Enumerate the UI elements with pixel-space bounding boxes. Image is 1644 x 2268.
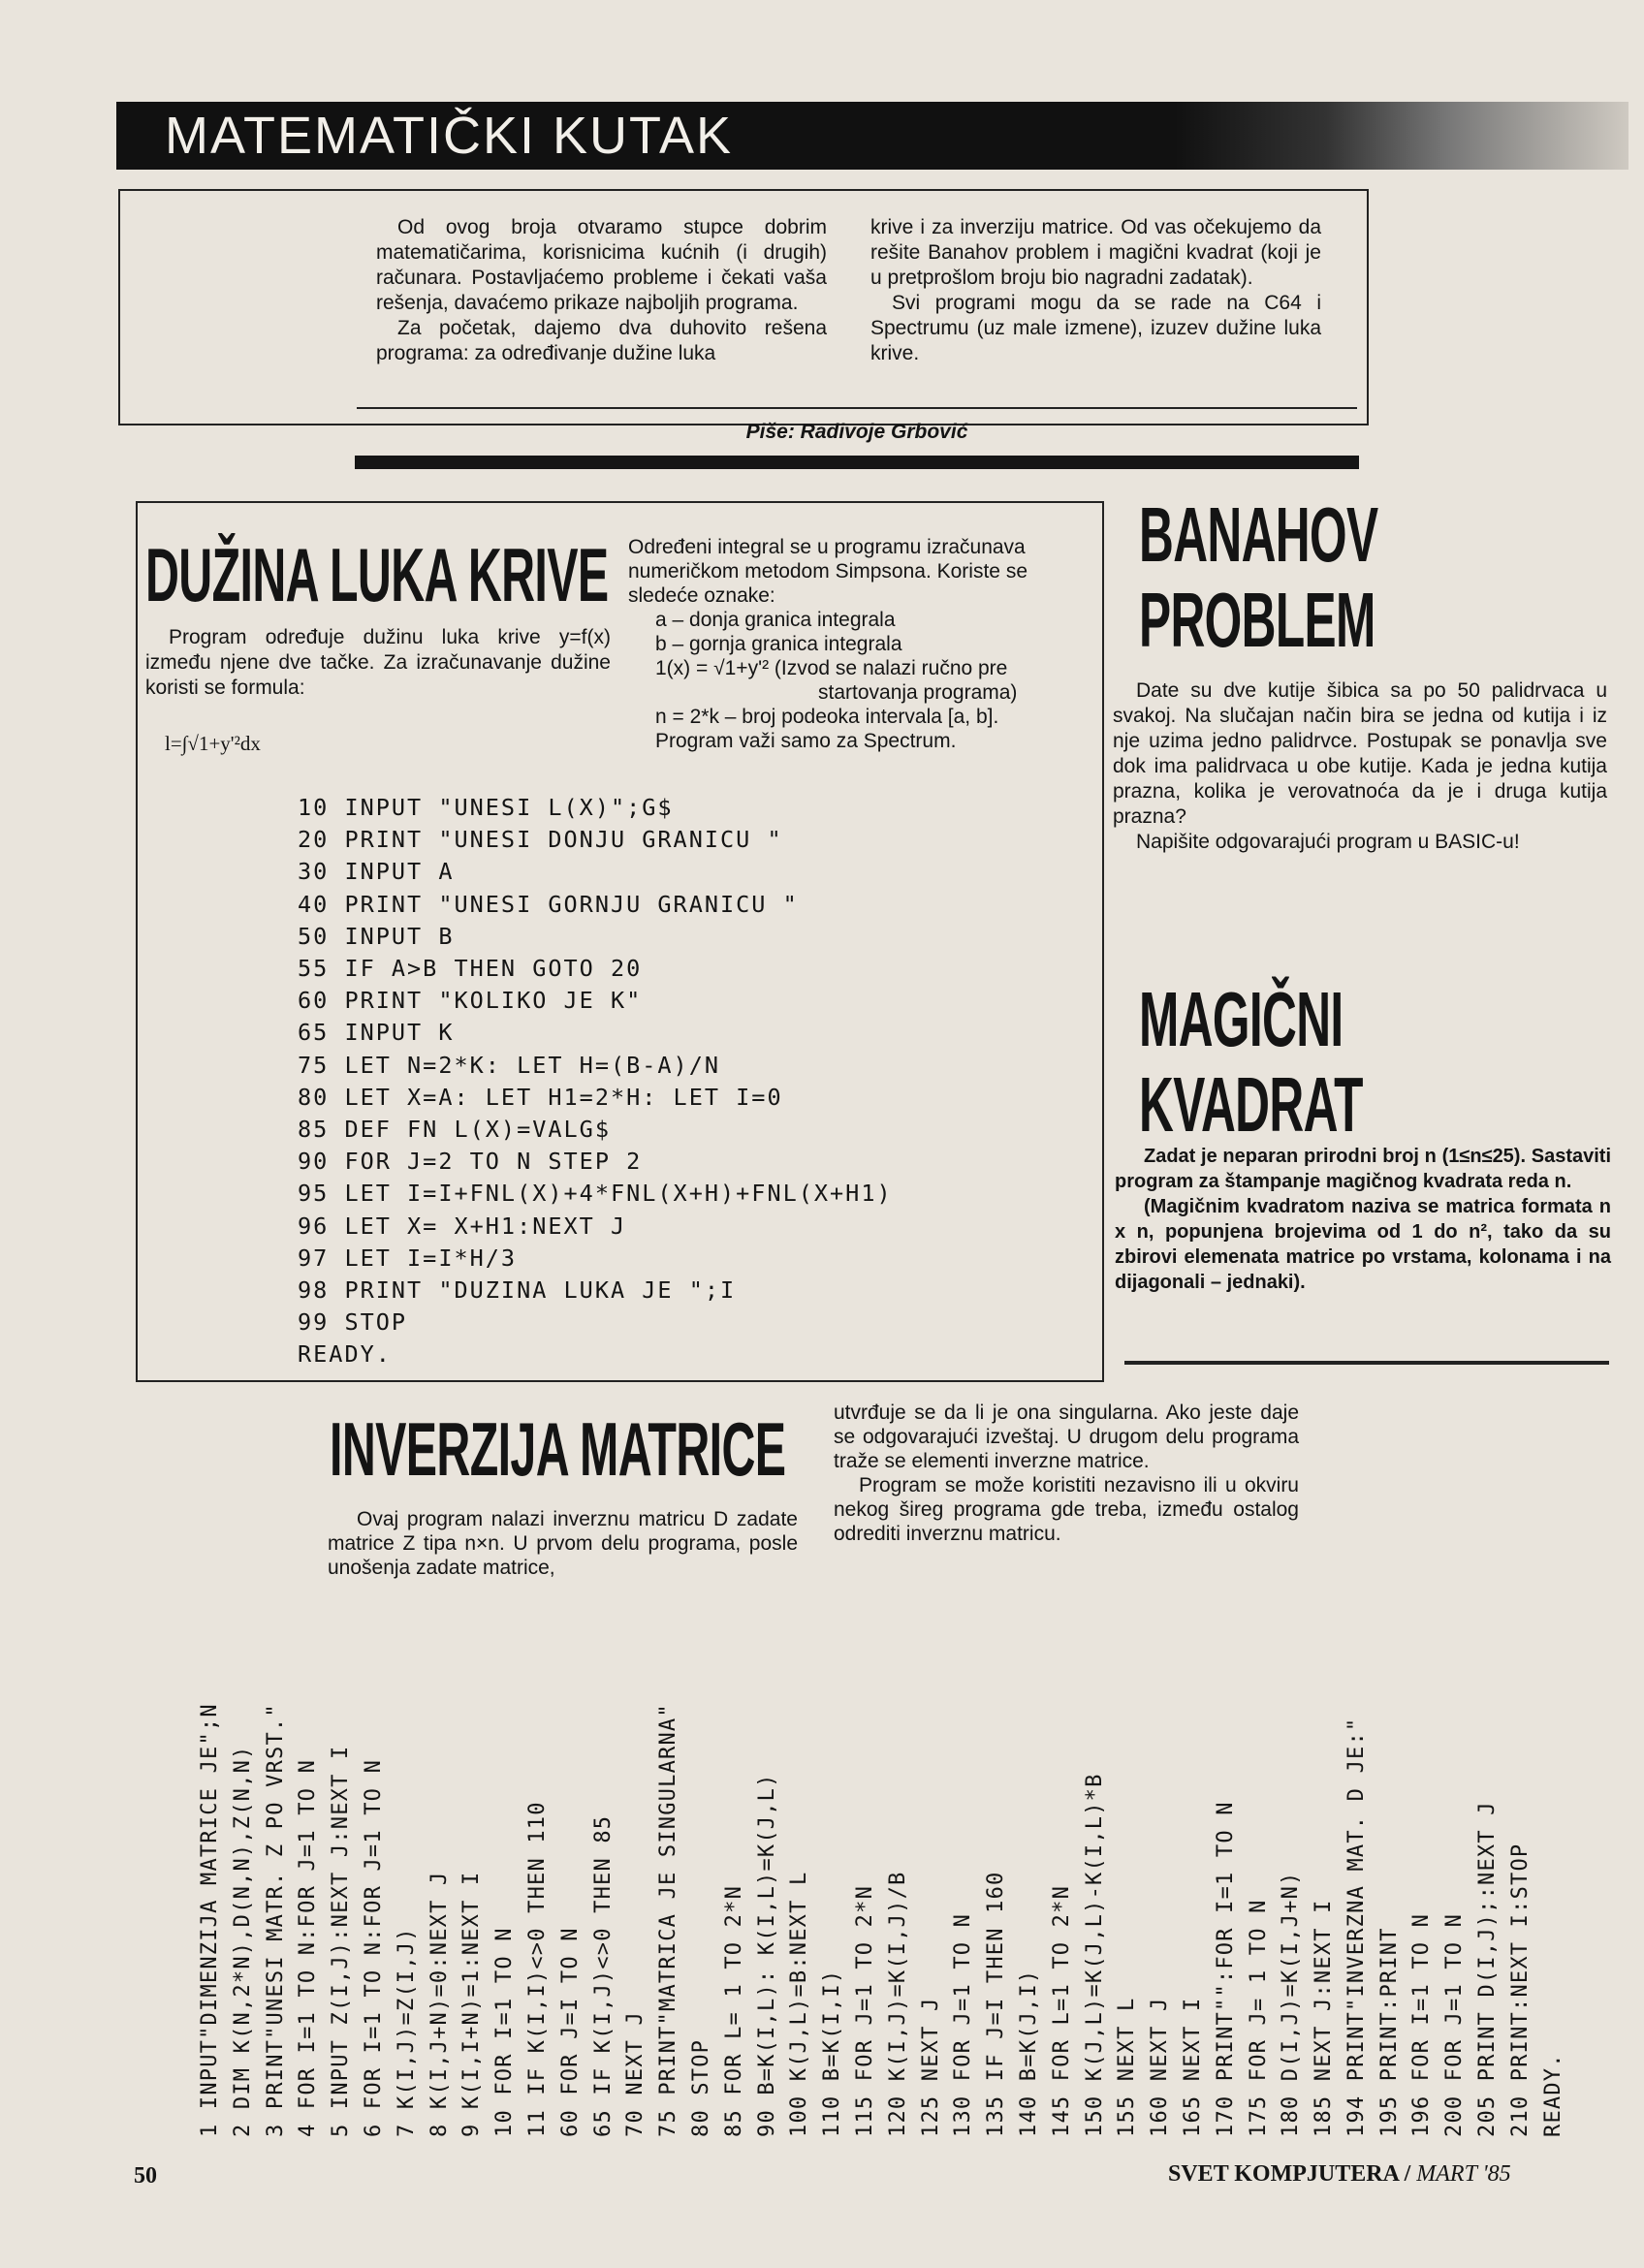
code-line: 10 INPUT "UNESI L(X)";G$ xyxy=(298,794,674,821)
code-line: 196 FOR I=1 TO N xyxy=(1409,1912,1435,2137)
code-line: 110 B=K(I,I) xyxy=(820,1969,845,2137)
code-line: 97 LET I=I*H/3 xyxy=(298,1244,518,1272)
intro-paragraph: Svi programi mogu da se rade na C64 i Spectrumu (uz male izmene), izuzev dužine luka krive. xyxy=(870,292,1321,364)
code-line: 100 K(J,L)=B:NEXT L xyxy=(787,1871,812,2137)
arc-length-text: Program određuje dužinu luka krive y=f(x) između njene dve tačke. Za izračunavanje dužine koristi se formula: xyxy=(145,626,611,699)
code-line: 98 PRINT "DUZINA LUKA JE ";I xyxy=(298,1276,737,1305)
code-line: 85 FOR L= 1 TO 2*N xyxy=(721,1884,746,2137)
notation-item: b – gornja granica integrala xyxy=(655,633,902,655)
code-line: READY. xyxy=(1540,2053,1565,2137)
code-line: 5 INPUT Z(I,J):NEXT J:NEXT I xyxy=(329,1745,354,2137)
code-line: 99 STOP xyxy=(298,1308,408,1337)
notation-intro: Određeni integral se u programu izračunava numeričkom metodom Simpsona. Koriste se sledeće oznake: xyxy=(628,536,1028,607)
code-line: 65 IF K(I,J)<>0 THEN 85 xyxy=(590,1814,616,2137)
matrix-paragraph: utvrđuje se da li je ona singularna. Ako jeste daje se odgovarajući izveštaj. U drugom delu programa traže se elementi inverzne matrice. xyxy=(834,1402,1299,1472)
code-line: 90 FOR J=2 TO N STEP 2 xyxy=(298,1148,643,1176)
footer-magazine xyxy=(1168,2161,1511,2188)
arc-length-formula: l=∫√1+y'²dx xyxy=(165,732,261,755)
code-line: 170 PRINT"":FOR I=1 TO N xyxy=(1213,1801,1238,2137)
code-line: 2 DIM K(N,2*N),D(N,N),Z(N,N) xyxy=(230,1745,255,2137)
matrix-inversion-code-listing xyxy=(194,1536,1565,2137)
code-line: 80 LET X=A: LET H1=2*H: LET I=0 xyxy=(298,1083,783,1111)
intro-paragraph: Za početak, dajemo dva duhovito rešena programa: za određivanje dužine luka xyxy=(376,317,827,364)
code-line: 210 PRINT:NEXT I:STOP xyxy=(1507,1843,1533,2137)
code-line: 9 K(I,I+N)=1:NEXT I xyxy=(459,1871,485,2137)
magic-paragraph: Zadat je neparan prirodni broj n (1≤n≤25). Sastaviti program za štampanje magičnog kvadrata reda n. xyxy=(1115,1146,1611,1192)
code-line: 130 FOR J=1 TO N xyxy=(951,1912,976,2137)
magic-paragraph: (Magičnim kvadratom naziva se matrica formata n x n, popunjena brojevima od 1 do n², tako da su zbirovi elemenata matrice po vrstama, kolonama i na dijagonali – jednaki). xyxy=(1115,1196,1611,1293)
code-line: 3 PRINT"UNESI MATR. Z PO VRST." xyxy=(263,1703,288,2137)
intro-right-column xyxy=(870,215,1321,366)
code-line: 6 FOR I=1 TO N:FOR J=1 TO N xyxy=(361,1758,386,2137)
code-line: 135 IF J=I THEN 160 xyxy=(984,1871,1009,2137)
code-line: 155 NEXT L xyxy=(1115,1997,1140,2137)
code-line: 70 NEXT J xyxy=(623,2010,648,2137)
magazine-name: SVET KOMPJUTERA / xyxy=(1168,2161,1411,2187)
code-line: 150 K(J,L)=K(J,L)-K(I,L)*B xyxy=(1082,1773,1107,2137)
magic-title-line: MAGIČNI xyxy=(1139,976,1344,1062)
matrix-paragraph: Ovaj program nalazi inverznu matricu D zadate matrice Z tipa n×n. U prvom delu programa, posle unošenja zadate matrice, xyxy=(328,1508,798,1579)
code-line: 90 B=K(I,L): K(I,L)=K(J,L) xyxy=(754,1773,779,2137)
intro-left-column xyxy=(376,215,827,366)
code-line: 20 PRINT "UNESI DONJU GRANICU " xyxy=(298,826,783,854)
notation-item: Program važi samo za Spectrum. xyxy=(655,730,957,752)
code-line: 165 NEXT I xyxy=(1180,1997,1205,2137)
matrix-inversion-title: INVERZIJA MATRICE xyxy=(330,1406,786,1492)
code-line: 85 DEF FN L(X)=VALG$ xyxy=(298,1116,611,1144)
arc-length-title: DUŽINA LUKA KRIVE xyxy=(145,532,609,617)
notation-item: a – donja granica integrala xyxy=(655,609,896,631)
code-line: 40 PRINT "UNESI GORNJU GRANICU " xyxy=(298,890,799,918)
code-line: 55 IF A>B THEN GOTO 20 xyxy=(298,955,643,983)
matrix-paragraph: Program se može koristiti nezavisno ili u okviru nekog šireg programa gde treba, između ostalog odrediti inverznu matricu. xyxy=(834,1474,1299,1545)
arc-length-description xyxy=(145,625,611,701)
code-line: 4 FOR I=1 TO N:FOR J=1 TO N xyxy=(296,1758,321,2137)
code-line: 194 PRINT"INVERZNA MAT. D JE:" xyxy=(1344,1717,1369,2137)
code-line: 200 FOR J=1 TO N xyxy=(1442,1912,1468,2137)
banach-title-line: PROBLEM xyxy=(1139,577,1375,663)
magic-square-text xyxy=(1115,1144,1611,1295)
code-line: 30 INPUT A xyxy=(298,858,455,886)
matrix-inversion-right-text xyxy=(834,1401,1299,1546)
code-line: 125 NEXT J xyxy=(918,1997,943,2137)
notation-item: n = 2*k – broj podeoka intervala [a, b]. xyxy=(655,706,999,728)
code-line: 175 FOR J= 1 TO N xyxy=(1246,1899,1271,2137)
code-line: 11 IF K(I,I)<>0 THEN 110 xyxy=(524,1801,550,2137)
intro-paragraph: krive i za inverziju matrice. Od vas očekujemo da rešite Banahov problem i magični kvadrat (koji je u pretprošlom broju bio nagradni zadatak). xyxy=(870,216,1321,289)
code-line: 7 K(I,J)=Z(I,J) xyxy=(394,1927,419,2137)
banach-title-line: BANAHOV xyxy=(1139,491,1378,578)
code-line: 8 K(I,J+N)=0:NEXT J xyxy=(427,1871,452,2137)
code-line: 80 STOP xyxy=(688,2038,713,2137)
intro-paragraph: Od ovog broja otvaramo stupce dobrim matematičarima, korisnicima kućnih (i drugih) računara. Postavljaćemo probleme i čekati vaša rešenja, davaćemo prikaze najboljih programa. xyxy=(376,216,827,314)
banach-paragraph: Date su dve kutije šibica sa po 50 palidrvaca u svakoj. Na slučajan način bira se jedna od kutija i iz nje uzima jedno palidrvce. Postupak se ponavlja sve dok ima palidrvaca u obe kutije. Kada je jedna kutija prazna, kolika je verovatnoća da je i druga kutija prazna? xyxy=(1113,679,1607,828)
divider xyxy=(1124,1361,1609,1365)
section-header-title: MATEMATIČKI KUTAK xyxy=(165,107,734,165)
code-line: 50 INPUT B xyxy=(298,922,455,950)
code-line: 75 PRINT"MATRICA JE SINGULARNA" xyxy=(656,1703,681,2137)
page-number: 50 xyxy=(134,2163,157,2189)
code-line: 180 D(I,J)=K(I,J+N) xyxy=(1279,1871,1304,2137)
notation-item: startovanja programa) xyxy=(818,681,1018,704)
code-line: 10 FOR I=1 TO N xyxy=(492,1927,518,2137)
code-line: 95 LET I=I+FNL(X)+4*FNL(X+H)+FNL(X+H1) xyxy=(298,1180,893,1208)
banach-problem-title xyxy=(1139,492,1377,663)
code-line: 75 LET N=2*K: LET H=(B-A)/N xyxy=(298,1051,721,1079)
rotated-code-block xyxy=(194,1536,1569,2137)
code-line: 160 NEXT J xyxy=(1148,1997,1173,2137)
byline: Piše: Radivoje Grbović xyxy=(745,421,968,443)
code-line: 1 INPUT"DIMENZIJA MATRICE JE";N xyxy=(198,1703,222,2137)
code-line: 115 FOR J=1 TO 2*N xyxy=(852,1884,877,2137)
arc-length-notation xyxy=(628,535,1101,753)
code-line: 195 PRINT:PRINT xyxy=(1376,1927,1402,2137)
magic-square-title xyxy=(1139,977,1363,1148)
divider xyxy=(357,407,1357,409)
code-line: 185 NEXT J:NEXT I xyxy=(1312,1899,1337,2137)
divider-thick xyxy=(355,456,1359,469)
arc-length-code-listing xyxy=(298,792,893,1371)
code-line: 145 FOR L=1 TO 2*N xyxy=(1049,1884,1074,2137)
code-line: READY. xyxy=(298,1340,392,1369)
banach-problem-text xyxy=(1113,678,1607,855)
code-line: 96 LET X= X+H1:NEXT J xyxy=(298,1212,627,1240)
code-line: 205 PRINT D(I,J);:NEXT J xyxy=(1475,1801,1501,2137)
code-line: 140 B=K(J,I) xyxy=(1016,1969,1041,2137)
code-line: 60 PRINT "KOLIKO JE K" xyxy=(298,987,643,1015)
banach-paragraph: Napišite odgovarajući program u BASIC-u! xyxy=(1136,831,1520,853)
issue-date: MART '85 xyxy=(1416,2161,1511,2187)
code-line: 60 FOR J=I TO N xyxy=(557,1927,583,2137)
notation-item: 1(x) = √1+y'² (Izvod se nalazi ručno pre xyxy=(655,657,1008,679)
magic-title-line: KVADRAT xyxy=(1139,1061,1363,1148)
code-line: 120 K(I,J)=K(I,J)/B xyxy=(885,1871,910,2137)
code-line: 65 INPUT K xyxy=(298,1019,455,1047)
